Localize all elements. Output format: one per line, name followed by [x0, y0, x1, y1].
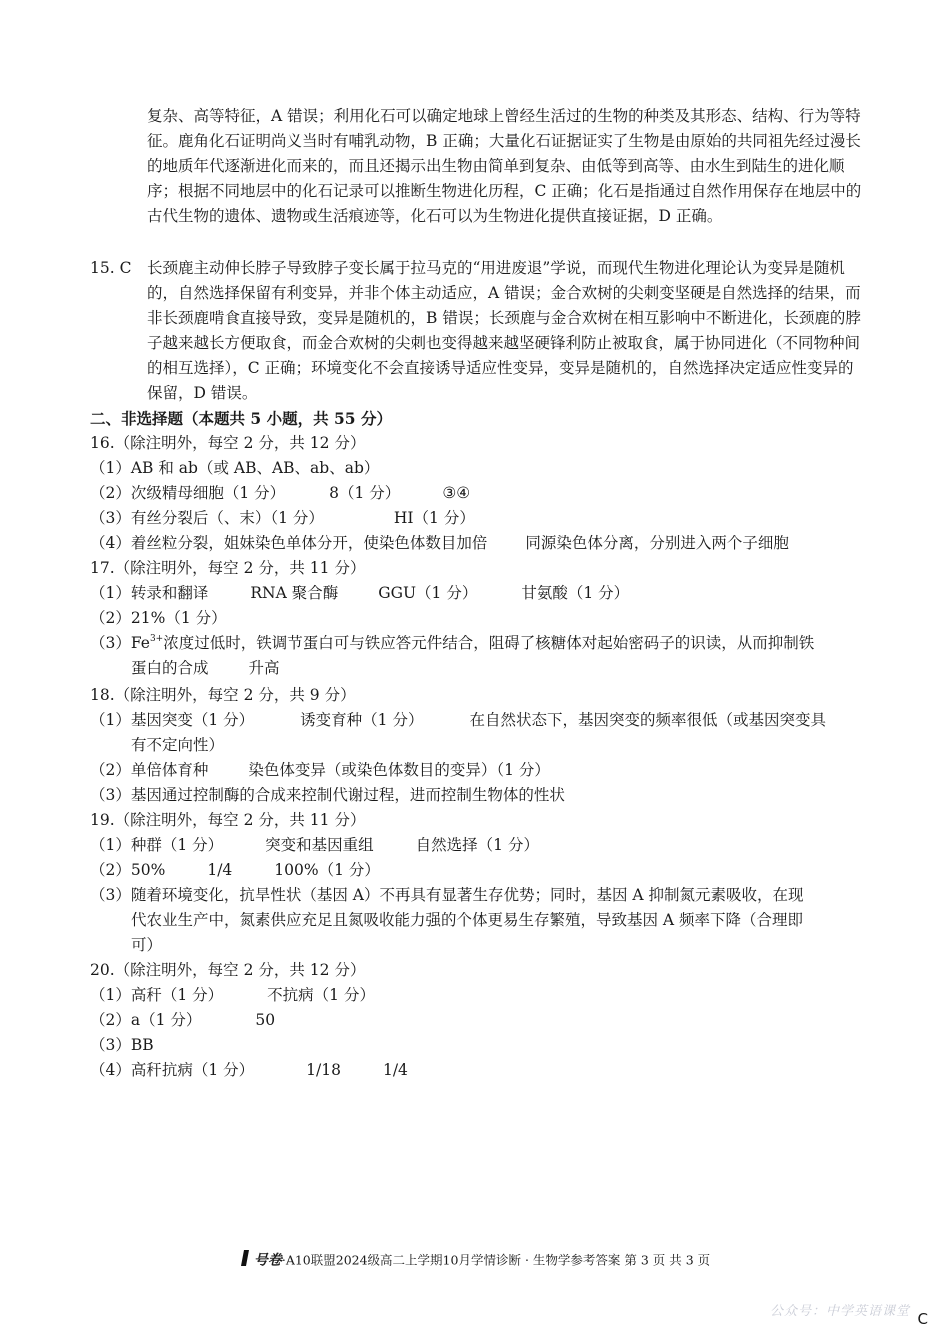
q17-line2: （2）21%（1 分） [90, 609, 227, 627]
q19-head: 19.（除注明外，每空 2 分，共 11 分） [90, 811, 366, 829]
q14-continuation: 复杂、高等特征，A 错误；利用化石可以确定地球上曾经生活过的生物的种类及其形态、结构、行为等特征。鹿角化石证明尚义当时有哺乳动物，B 正确；大量化石证据证实了生物是由原始的共同祖先经过漫长的地质年代逐渐进化而来的，而且还揭示出生物由简单到复杂、由低等到高等、由水生到陆生的进化顺序；根据不同地层中的化石记录可以推断生物进化历程，C 正确；化石是指通过自然作用保存在地层中的古代生物的遗体、遗物或生活痕迹等，化石可以为生物进化提供直接证据，D 正确。 [147, 107, 862, 225]
q16-line2 [90, 481, 470, 506]
q19-l2c: 100%（1 分） [274, 861, 380, 879]
q20-head: 20.（除注明外，每空 2 分，共 12 分） [90, 961, 366, 979]
page-footer [0, 1249, 950, 1273]
q20-l1b: 不抗病（1 分） [267, 986, 375, 1004]
q20-l4b: 1/18 [306, 1061, 341, 1079]
q16-l2a: （2）次级精母细胞（1 分） [90, 484, 286, 502]
brand-logo-text: 号卷 [253, 1252, 282, 1269]
q16-l4b: 同源染色体分离，分别进入两个子细胞 [525, 534, 789, 552]
q20-l1a: （1）高秆（1 分） [90, 986, 224, 1004]
q19-l2a: （2）50% [90, 861, 166, 879]
q19-l1b: 突变和基因重组 [265, 836, 374, 854]
q15-answer: C [119, 259, 132, 277]
q17-l3-sup: 3+ [149, 634, 164, 644]
q18-l1c: 在自然状态下，基因突变的频率很低（或基因突变具 [469, 711, 826, 729]
q20-l4a: （4）高秆抗病（1 分） [90, 1061, 255, 1079]
q16-line1: （1）AB 和 ab（或 AB、AB、ab、ab） [90, 459, 380, 477]
q20-line3: （3）BB [90, 1036, 154, 1054]
q19-l2b: 1/4 [207, 861, 233, 879]
q20-line4 [90, 1058, 408, 1083]
q17-line3 [90, 631, 814, 656]
q17-line1 [90, 581, 629, 606]
q20-line2 [90, 1008, 275, 1033]
watermark: 公众号：中学英语课堂 [769, 1304, 910, 1319]
q19-line2 [90, 858, 380, 883]
q18-l2b: 染色体变异（或染色体数目的变异）（1 分） [248, 761, 550, 779]
q16-l3a: （3）有丝分裂后（、末）（1 分） [90, 509, 324, 527]
q16-head: 16.（除注明外，每空 2 分，共 12 分） [90, 434, 366, 452]
q20-line1 [90, 983, 375, 1008]
q18-l2a: （2）单倍体育种 [90, 761, 209, 779]
q17-l3-cont-a: 蛋白的合成 [131, 659, 209, 677]
q16-l4a: （4）着丝粒分裂，姐妹染色单体分开，使染色体数目加倍 [90, 534, 488, 552]
q20-l2a: （2）a（1 分） [90, 1011, 202, 1029]
section2-heading: 二、非选择题（本题共 5 小题，共 55 分） [90, 409, 392, 428]
q20-l2b: 50 [255, 1011, 276, 1029]
footer-text: ·A10联盟2024级高二上学期10月学情诊断 · 生物学参考答案 第 3 页 共 3 页 [281, 1252, 711, 1268]
q17-l3-pre: （3）Fe [90, 634, 150, 652]
q15-explanation: 长颈鹿主动伸长脖子导致脖子变长属于拉马克的“用进废退”学说，而现代生物进化理论认为变异是随机的，自然选择保留有利变异，并非个体主动适应，A 错误；金合欢树的尖刺变坚硬是自然选择的结果，而非长颈鹿啃食直接导致，变异是随机的，B 错误；长颈鹿与金合欢树在相互影响中不断进化，长颈鹿的脖子越来越长方便取食，而金合欢树的尖刺也变得越来越坚硬锋利防止被取食，属于协同进化（不同物种间的相互选择），C 正确；环境变化不会直接诱导适应性变异，变异是随机的，自然选择决定适应性变异的保留，D 错误。 [147, 259, 861, 402]
q19-l1c: 自然选择（1 分） [415, 836, 539, 854]
q18-line1 [90, 708, 826, 733]
q16-l3b: HI（1 分） [393, 509, 475, 527]
corner-mark: C [917, 1310, 928, 1328]
q17-line3-cont [131, 656, 280, 681]
q17-l3-cont-b: 升高 [248, 659, 280, 677]
q20-l4c: 1/4 [382, 1061, 408, 1079]
q17-head: 17.（除注明外，每空 2 分，共 11 分） [90, 559, 366, 577]
q19-line3: （3）随着环境变化，抗旱性状（基因 A）不再具有显著生存优势；同时，基因 A 抑制氮元素吸收，在现 [90, 886, 804, 904]
q16-l2c: ③④ [442, 484, 471, 502]
q17-l1d: 甘氨酸（1 分） [521, 584, 630, 602]
q17-l1c: GGU（1 分） [378, 584, 478, 602]
q19-line3-cont2: 可） [131, 936, 163, 954]
q18-head: 18.（除注明外，每空 2 分，共 9 分） [90, 686, 356, 704]
q18-line1-cont: 有不定向性） [131, 736, 225, 754]
q16-line3 [90, 506, 475, 531]
q17-l1b: RNA 聚合酶 [250, 584, 339, 602]
q18-l1b: 诱变育种（1 分） [300, 711, 424, 729]
q17-l3-post: 浓度过低时，铁调节蛋白可与铁应答元件结合，阻碍了核糖体对起始密码子的识读，从而抑制铁 [163, 634, 815, 652]
q15-num: 15. [90, 259, 115, 277]
q19-line3-cont1: 代农业生产中，氮素供应充足且氮吸收能力强的个体更易生存繁殖，导致基因 A 频率下降（合理即 [131, 911, 804, 929]
q15-number [90, 256, 131, 281]
q18-line3: （3）基因通过控制酶的合成来控制代谢过程，进而控制生物体的性状 [90, 786, 565, 804]
q18-line2 [90, 758, 550, 783]
q17-l1a: （1）转录和翻译 [90, 584, 209, 602]
q18-l1a: （1）基因突变（1 分） [90, 711, 255, 729]
q16-line4 [90, 531, 789, 556]
q19-l1a: （1）种群（1 分） [90, 836, 224, 854]
q19-line1 [90, 833, 539, 858]
q16-l2b: 8（1 分） [329, 484, 401, 502]
brand-logo-icon [240, 1249, 252, 1273]
